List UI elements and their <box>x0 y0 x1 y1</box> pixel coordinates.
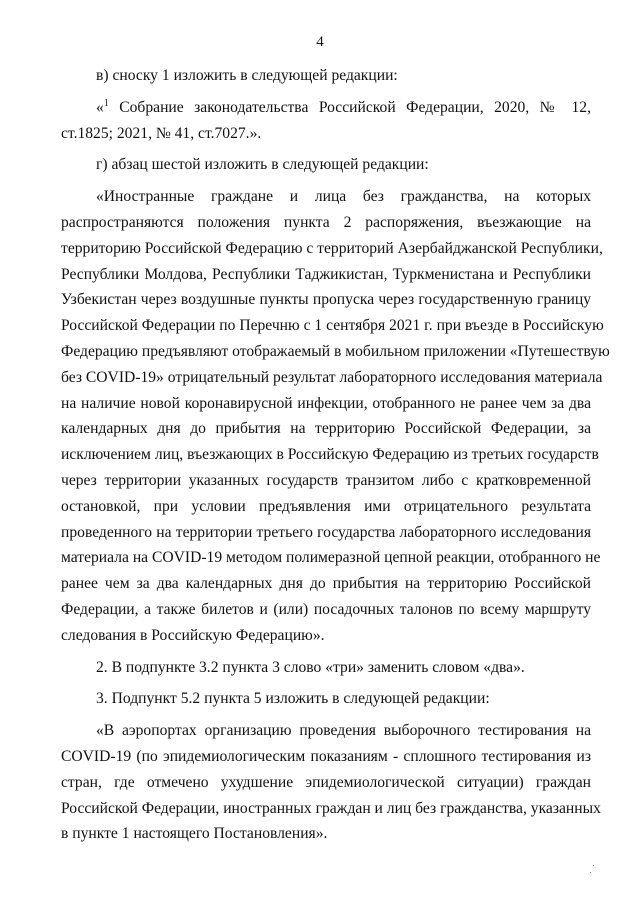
text-line: без COVID-19» отрицательный результат лабораторного исследования материала <box>61 368 603 386</box>
text-line: материала на COVID-19 методом полимеразной цепной реакции, отобранного не <box>61 549 601 567</box>
page-number: 4 <box>316 34 324 50</box>
text-line: Российской Федерации по Перечню с 1 сентября 2021 г. при въезде в Российскую <box>61 317 604 335</box>
paragraph-foreign-citizens <box>61 184 610 648</box>
text-line: Федерации, а также билетов и (или) посадочных талонов по всему маршруту <box>61 600 591 618</box>
text-line: распространяются положения пункта 2 распоряжения, въезжающие на <box>61 213 591 231</box>
text-line: «Иностранные граждане и лица без гражданства, на которых <box>96 188 591 206</box>
paragraph-footnote-text <box>61 95 591 147</box>
text-line: Узбекистан через воздушные пункты пропуска через государственную границу <box>61 291 591 309</box>
text-line: Федерацию предъявляют отображаемый в мобильном приложении «Путешествую <box>61 342 610 360</box>
text-line: стран, где отмечено ухудшение эпидемиологической ситуации) граждан <box>61 773 591 791</box>
text-line: следования в Российскую Федерацию». <box>61 626 325 644</box>
text-line: ранее чем за два календарных дня до прибытия на территорию Российской <box>61 575 591 593</box>
text-line: календарных дня до прибытия на территорию Российской Федерации, за <box>61 420 591 438</box>
scan-artifact <box>593 865 594 866</box>
text-line: в пункте 1 настоящего Постановления». <box>61 825 328 843</box>
text-line: через территории указанных государств транзитом либо с кратковременной <box>61 471 591 489</box>
text-line: Республики Молдова, Республики Таджикистан, Туркменистана и Республики <box>61 265 591 283</box>
paragraph-footnote-instruction: в) сноску 1 изложить в следующей редакции: <box>96 67 398 84</box>
paragraph-amend-5-2: 3. Подпункт 5.2 пункта 5 изложить в следующей редакции: <box>96 690 490 708</box>
text-line: проведенного на территории третьего государства лабораторного исследования <box>61 523 591 541</box>
paragraph-amend-3-2: 2. В подпункте 3.2 пункта 3 слово «три» заменить словом «два». <box>96 658 525 676</box>
quote-open: « <box>96 98 104 116</box>
text-line: исключением лиц, въезжающих в Российскую Федерацию из третьих государств <box>61 446 599 464</box>
text-line: Российской Федерации, иностранных граждан и лиц без гражданства, указанных <box>61 799 601 817</box>
text-line: на наличие новой коронавирусной инфекции, отобранного не ранее чем за два <box>61 394 591 412</box>
text-line: территорию Российской Федерацию с территорий Азербайджанской Республики, <box>61 239 603 257</box>
footnote-marker: 1 <box>103 97 109 109</box>
document-body <box>61 63 610 847</box>
text-line: остановкой, при условии предъявления ими отрицательного результата <box>61 497 591 515</box>
text-line: COVID-19 (по эпидемиологическим показаниям - сплошного тестирования из <box>61 747 591 765</box>
paragraph-abzac-instruction: г) абзац шестой изложить в следующей редакции: <box>96 156 429 174</box>
paragraph-airport-testing <box>61 718 601 847</box>
footnote-text: Собрание законодательства Российской Федерации, 2020, № 12, ст.1825; 2021, № 41, ст.7027.». <box>61 98 591 142</box>
text-line: «В аэропортах организацию проведения выборочного тестирования на <box>96 722 591 740</box>
scan-artifact <box>590 872 591 873</box>
